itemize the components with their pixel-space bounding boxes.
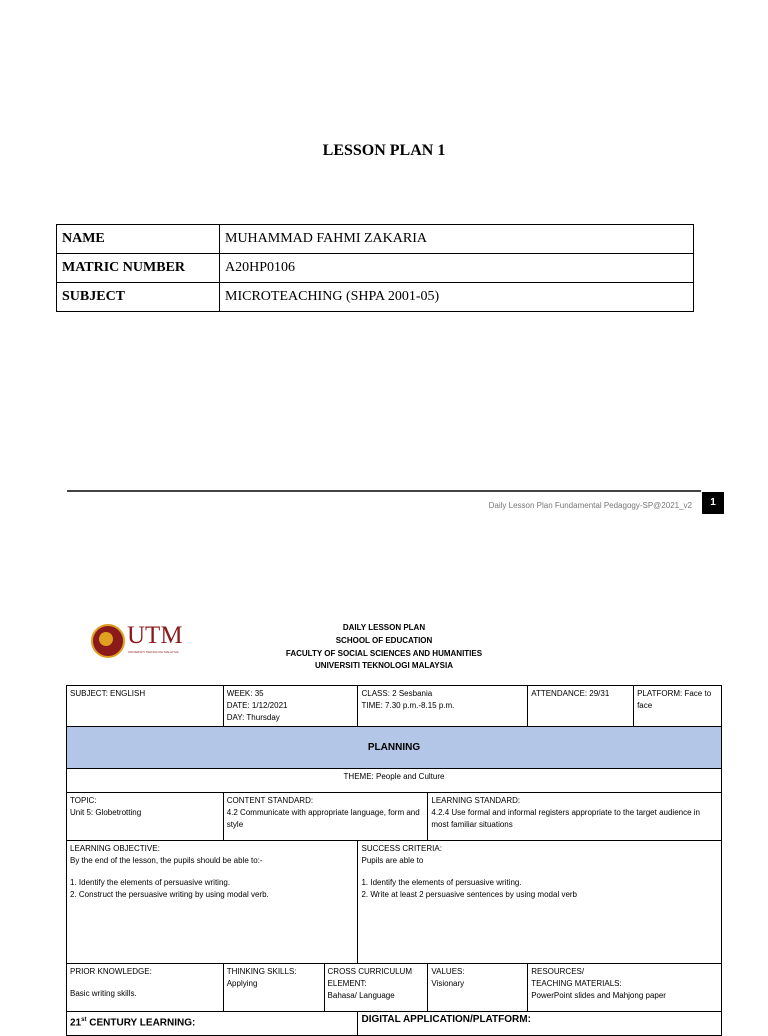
table-row — [67, 769, 722, 793]
matric-label: MATRIC NUMBER — [57, 254, 220, 283]
learning-objective-cell: LEARNING OBJECTIVE: By the end of the lesson, the pupils should be able to:- 1. Identify the elements of persuasive writing. 2. Construct the persuasive writing by using modal verb. — [67, 841, 358, 964]
table-row — [57, 283, 694, 312]
matric-value: A20HP0106 — [220, 254, 694, 283]
platform-cell: PLATFORM: Face to face — [634, 686, 722, 727]
student-info-table — [56, 224, 694, 312]
learning-standard-cell: LEARNING STANDARD: 4.2.4 Use formal and informal registers appropriate to the target audience in most familiar situations — [428, 793, 722, 841]
resources-cell: RESOURCES/ TEACHING MATERIALS: PowerPoint slides and Mahjong paper — [528, 964, 722, 1012]
page-number: 1 — [702, 492, 724, 514]
thinking-skills-cell: THINKING SKILLS: Applying — [223, 964, 324, 1012]
name-value: MUHAMMAD FAHMI ZAKARIA — [220, 225, 694, 254]
name-label: NAME — [57, 225, 220, 254]
success-criteria-cell: SUCCESS CRITERIA: Pupils are able to 1. Identify the elements of persuasive writing. 2. Write at least 2 persuasive sentences by using modal verb — [358, 841, 722, 964]
subject-cell: SUBJECT: ENGLISH — [67, 686, 224, 727]
table-row — [57, 225, 694, 254]
footer-text: Daily Lesson Plan Fundamental Pedagogy-SP@2021_v2 — [488, 501, 692, 510]
table-row — [67, 727, 722, 769]
logo-text: UTM — [127, 622, 183, 649]
logo-subtext: UNIVERSITI TEKNOLOGI MALAYSIA — [128, 650, 179, 654]
table-row — [67, 964, 722, 1012]
table-row — [57, 254, 694, 283]
digital-application-cell: DIGITAL APPLICATION/PLATFORM: — [358, 1012, 722, 1036]
content-standard-cell: CONTENT STANDARD: 4.2 Communicate with appropriate language, form and style — [223, 793, 428, 841]
century-learning-cell: 21st CENTURY LEARNING: — [67, 1012, 358, 1036]
table-row — [67, 686, 722, 727]
cross-curriculum-cell: CROSS CURRICULUM ELEMENT: Bahasa/ Language — [324, 964, 428, 1012]
theme-cell: THEME: People and Culture — [67, 769, 722, 793]
lesson-plan-table — [66, 685, 722, 1036]
attendance-cell: ATTENDANCE: 29/31 — [528, 686, 634, 727]
header-line-1: DAILY LESSON PLAN — [342, 623, 426, 632]
class-cell: CLASS: 2 Sesbania TIME: 7.30 p.m.-8.15 p.m. — [358, 686, 528, 727]
table-row — [67, 793, 722, 841]
subject-label: SUBJECT — [57, 283, 220, 312]
table-row — [67, 841, 722, 964]
prior-knowledge-cell: PRIOR KNOWLEDGE: Basic writing skills. — [67, 964, 224, 1012]
planning-header: PLANNING — [67, 727, 722, 769]
header-line-2: SCHOOL OF EDUCATION — [335, 636, 433, 645]
header-line-3: FACULTY OF SOCIAL SCIENCES AND HUMANITIES — [285, 649, 483, 658]
page-title: LESSON PLAN 1 — [322, 142, 446, 159]
header-line-4: UNIVERSITI TEKNOLOGI MALAYSIA — [315, 661, 453, 670]
week-cell: WEEK: 35 DATE: 1/12/2021 DAY: Thursday — [223, 686, 358, 727]
subject-value: MICROTEACHING (SHPA 2001-05) — [220, 283, 694, 312]
topic-cell: TOPIC: Unit 5: Globetrotting — [67, 793, 224, 841]
values-cell: VALUES: Visionary — [428, 964, 528, 1012]
footer-divider — [67, 490, 701, 492]
